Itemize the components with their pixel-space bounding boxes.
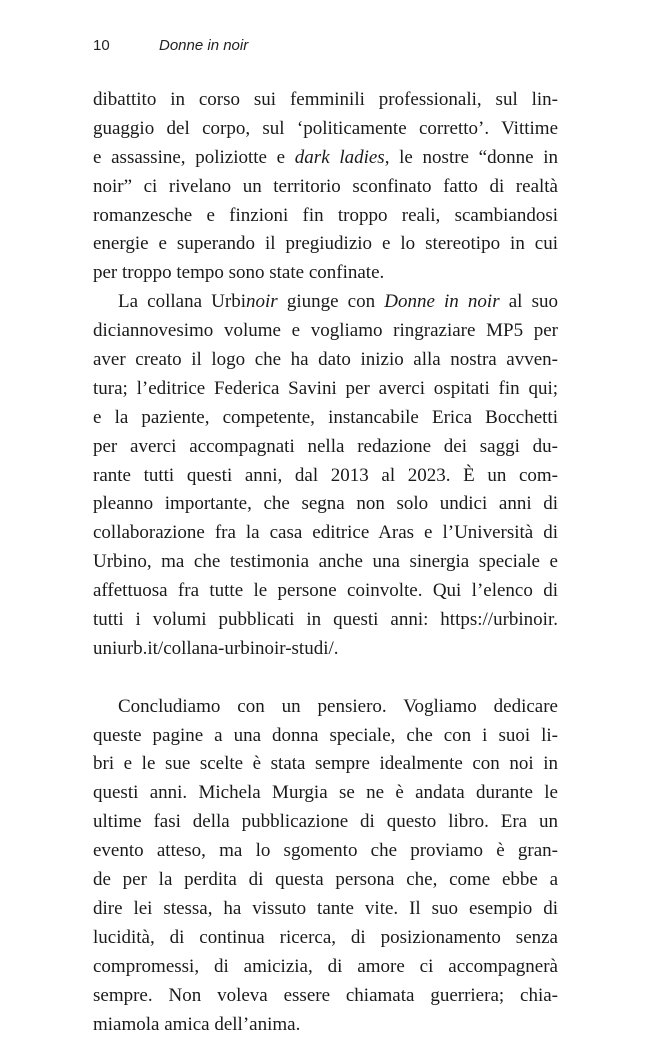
- text-run: , le nostre “donne in: [384, 146, 559, 168]
- text-line: [93, 606, 558, 635]
- text-line: [93, 1011, 558, 1040]
- text-run: de per la perdita di questa persona che, come ebbe a: [93, 869, 558, 891]
- text-run: e assassine, poliziotte e: [93, 146, 295, 168]
- text-line: [93, 115, 558, 144]
- text-line: [93, 346, 558, 375]
- text-line: [93, 86, 558, 115]
- text-line: [93, 866, 558, 895]
- text-line: [93, 375, 558, 404]
- text-line: [93, 953, 558, 982]
- text-line: [93, 837, 558, 866]
- text-line: [93, 982, 558, 1011]
- paragraph: [93, 288, 558, 664]
- text-line: [93, 404, 558, 433]
- body-text: [93, 86, 558, 1039]
- paragraph: [93, 86, 558, 288]
- text-run: guaggio del corpo, sul ‘politicamente corretto’. Vittime: [93, 117, 558, 139]
- text-run: diciannovesimo volume e vogliamo ringraziare MP5 per: [93, 320, 558, 342]
- text-run: uniurb.it/collana-urbinoir-studi/.: [93, 637, 339, 659]
- italic-text: Donne in noir: [384, 291, 500, 313]
- text-line: [93, 635, 558, 664]
- text-line: [93, 288, 558, 317]
- text-run: al suo: [499, 291, 558, 313]
- page-number: 10: [93, 37, 110, 54]
- text-run: e la paziente, competente, instancabile Erica Bocchetti: [93, 406, 558, 428]
- text-run: ultime fasi della pubblicazione di questo libro. Era un: [93, 811, 558, 833]
- text-line: [93, 490, 558, 519]
- text-line: [93, 779, 558, 808]
- text-line: [93, 924, 558, 953]
- text-run: Concludiamo con un pensiero. Vogliamo dedicare: [118, 695, 558, 717]
- text-line: [93, 259, 558, 288]
- text-line: [93, 144, 558, 173]
- text-run: miamola amica dell’anima.: [93, 1013, 301, 1035]
- text-line: [93, 173, 558, 202]
- text-run: aver creato il logo che ha dato inizio alla nostra avven-: [93, 349, 558, 371]
- text-run: bri e le sue scelte è stata sempre idealmente con noi in: [93, 753, 558, 775]
- italic-text: dark ladies: [294, 146, 385, 168]
- text-run: questi anni. Michela Murgia se ne è andata durante le: [93, 782, 558, 804]
- text-run: per averci accompagnati nella redazione dei saggi du-: [93, 435, 558, 457]
- text-line: [93, 202, 558, 231]
- text-run: dire lei stessa, ha vissuto tante vite. Il suo esempio di: [93, 897, 558, 919]
- text-line: [93, 895, 558, 924]
- text-run: queste pagine a una donna speciale, che con i suoi li-: [93, 724, 558, 746]
- text-line: [93, 808, 558, 837]
- running-head: [93, 37, 248, 54]
- text-run: energie e superando il pregiudizio e lo stereotipo in cui: [93, 233, 558, 255]
- text-run: giunge con: [277, 291, 385, 313]
- text-run: evento atteso, ma lo sgomento che proviamo è gran-: [93, 840, 558, 862]
- text-line: [93, 693, 558, 722]
- italic-text: noir: [246, 291, 278, 313]
- text-run: rante tutti questi anni, dal 2013 al 2023. È un com-: [93, 464, 558, 486]
- text-run: noir” ci rivelano un territorio sconfinato fatto di realtà: [93, 175, 558, 197]
- text-run: dibattito in corso sui femminili professionali, sul lin-: [93, 89, 558, 110]
- text-run: collaborazione fra la casa editrice Aras e l’Università di: [93, 522, 558, 544]
- text-run: pleanno importante, che segna non solo undici anni di: [93, 493, 558, 515]
- text-run: compromessi, di amicizia, di amore ci accompagnerà: [93, 955, 558, 977]
- text-run: affettuosa fra tutte le persone coinvolte. Qui l’elenco di: [93, 580, 558, 602]
- text-line: [93, 230, 558, 259]
- text-run: tura; l’editrice Federica Savini per averci ospitati fin qui;: [93, 377, 558, 399]
- text-line: [93, 722, 558, 751]
- text-run: Urbino, ma che testimonia anche una sinergia speciale e: [93, 551, 558, 573]
- text-line: [93, 433, 558, 462]
- text-line: [93, 577, 558, 606]
- paragraph: [93, 693, 558, 1040]
- text-line: [93, 462, 558, 491]
- running-head-title: Donne in noir: [159, 37, 249, 54]
- text-line: [93, 519, 558, 548]
- paragraph-gap: [93, 664, 558, 693]
- text-line: [93, 317, 558, 346]
- text-line: [93, 750, 558, 779]
- text-run: lucidità, di continua ricerca, di posizionamento senza: [93, 926, 558, 948]
- text-run: tutti i volumi pubblicati in questi anni: https://urbinoir.: [93, 609, 558, 631]
- text-run: romanzesche e finzioni fin troppo reali, scambiandosi: [93, 204, 558, 226]
- text-run: per troppo tempo sono state confinate.: [93, 262, 385, 284]
- text-run: La collana Urbi: [118, 291, 246, 313]
- text-run: sempre. Non voleva essere chiamata guerriera; chia-: [93, 984, 558, 1006]
- text-line: [93, 548, 558, 577]
